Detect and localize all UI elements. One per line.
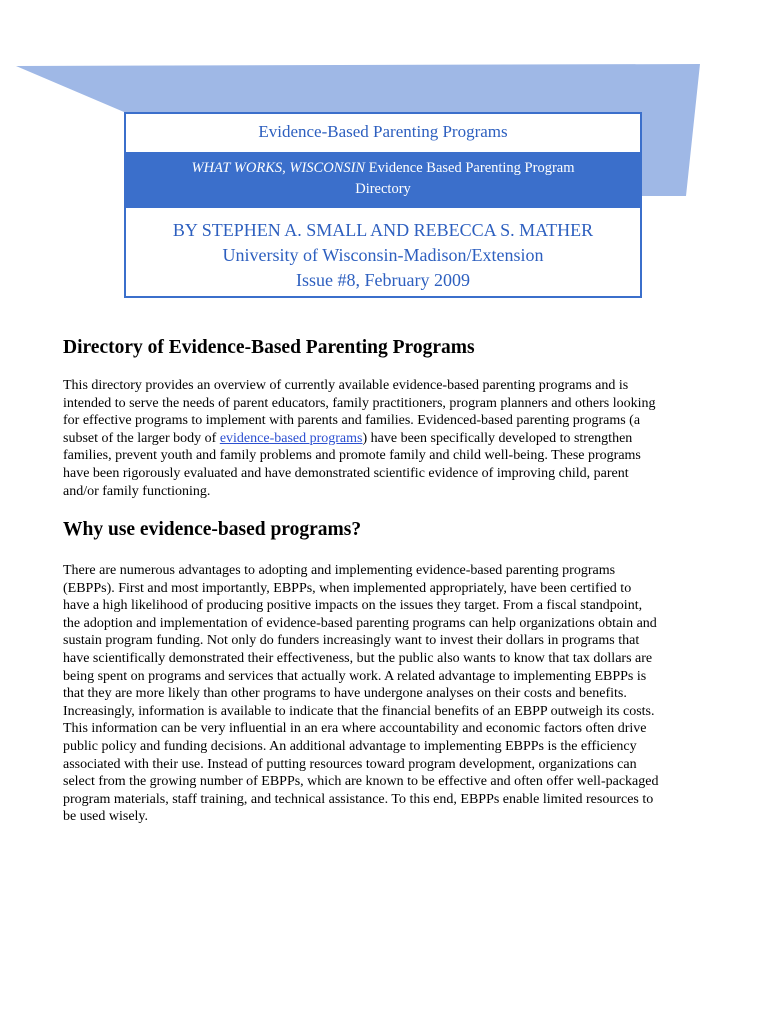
- institution: University of Wisconsin-Madison/Extension: [222, 245, 544, 265]
- text-fragment: ) have been specifically developed to strengthen: [362, 430, 633, 446]
- subtitle-band: [126, 152, 640, 208]
- text-line: public policy and funding decisions. An additional advantage to implementing EBPPs is the efficiency: [63, 738, 637, 754]
- section-heading-directory: Directory of Evidence-Based Parenting Programs: [63, 337, 475, 358]
- text-line: that they are more likely than other programs to have undergone analyses on their costs and benefits.: [63, 686, 627, 702]
- subtitle-text-line2: Directory: [355, 181, 411, 197]
- text-line: This directory provides an overview of currently available evidence-based parenting programs and is: [63, 378, 629, 393]
- issue-info: Issue #8, February 2009: [296, 270, 470, 290]
- text-line: Increasingly, information is available to indicate that the financial benefits of an EBPP outweigh its costs.: [63, 703, 655, 719]
- intro-paragraph: [63, 377, 713, 500]
- text-line: for effective programs to implement with parents and families. Evidenced-based parenting programs (a: [63, 413, 641, 429]
- text-line: families, prevent youth and family problems and promote family and child well-being. These programs: [63, 448, 641, 464]
- text-line: intended to serve the needs of parent educators, family practitioners, program planners and others looking: [63, 395, 656, 411]
- text-line: have a high likelihood of producing positive impacts on the issues they target. From a fiscal standpoint,: [63, 598, 643, 614]
- text-line: (EBPPs). First and most importantly, EBPPs, when implemented appropriately, have been certified to: [63, 580, 632, 596]
- text-line: have been rigorously evaluated and have demonstrated scientific evidence of improving child, parent: [63, 465, 629, 481]
- publication-title: Evidence-Based Parenting Programs: [258, 122, 508, 141]
- section-heading-why: Why use evidence-based programs?: [63, 519, 362, 540]
- authors: BY STEPHEN A. SMALL AND REBECCA S. MATHER: [172, 220, 594, 240]
- text-line: being spent on programs and services that actually work. A related advantage to implementing EBPPs is: [63, 668, 647, 684]
- evidence-based-programs-link[interactable]: evidence-based programs: [219, 430, 363, 446]
- text-line: be used wisely.: [63, 809, 149, 825]
- header-box: [124, 112, 642, 298]
- text-fragment: subset of the larger body of: [63, 430, 220, 446]
- byline-block: [126, 218, 640, 293]
- text-line: and/or family functioning.: [63, 483, 211, 499]
- text-line-with-link: [63, 430, 713, 448]
- text-line: program materials, staff training, and technical assistance. To this end, EBPPs enable limited resources to: [63, 791, 654, 807]
- text-line: have scientifically demonstrated their effectiveness, but the public also wants to know that tax dollars are: [63, 650, 653, 666]
- advantages-paragraph: [63, 562, 713, 826]
- text-line: associated with their use. Instead of putting resources toward program development, organizations can: [63, 756, 637, 772]
- text-line: select from the growing number of EBPPs, which are known to be effective and often offer well-packaged: [63, 774, 659, 790]
- text-line: This information can be very influential in an era where accountability and economic factors often drive: [63, 721, 647, 737]
- subtitle-series-name: WHAT WORKS, WISCONSIN: [191, 160, 366, 176]
- text-line: the adoption and implementation of evidence-based parenting programs can help organizations obtain and: [63, 615, 657, 631]
- subtitle-text: Evidence Based Parenting Program: [365, 160, 575, 176]
- text-line: sustain program funding. Not only do funders increasingly want to invest their dollars in programs that: [63, 633, 640, 649]
- text-line: There are numerous advantages to adopting and implementing evidence-based parenting programs: [63, 563, 616, 578]
